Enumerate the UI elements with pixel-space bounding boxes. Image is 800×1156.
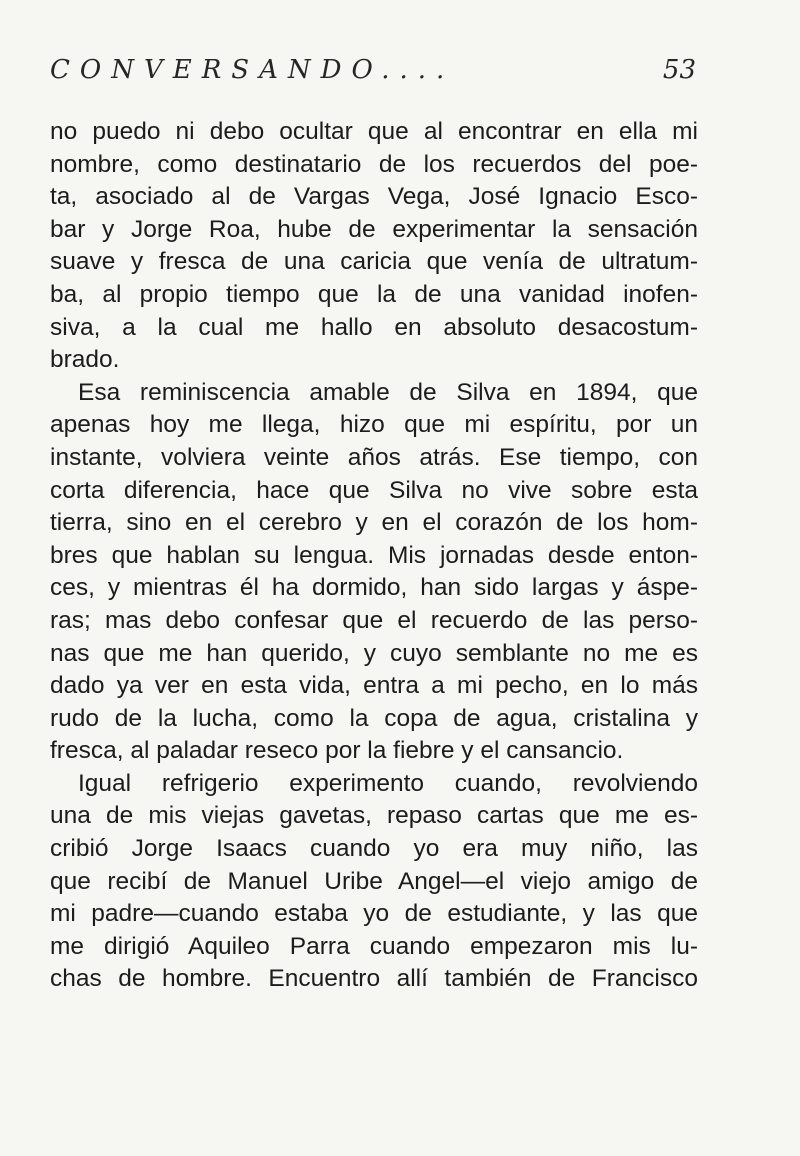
- text-line: suave y fresca de una caricia que venía de ultratum-: [50, 248, 698, 276]
- text-line: bres que hablan su lengua. Mis jornadas desde enton-: [50, 541, 698, 569]
- body-text: [50, 116, 698, 996]
- text-line: apenas hoy me llega, hizo que mi espíritu, por un: [50, 411, 698, 439]
- text-line: tierra, sino en el cerebro y en el corazón de los hom-: [50, 509, 698, 537]
- text-line: instante, volviera veinte años atrás. Ese tiempo, con: [50, 443, 698, 471]
- text-line: nombre, como destinatario de los recuerdos del poe-: [50, 150, 698, 178]
- text-line: me dirigió Aquileo Parra cuando empezaron mis lu-: [50, 932, 698, 960]
- text-line: mi padre—cuando estaba yo de estudiante, y las que: [50, 900, 698, 928]
- text-line: corta diferencia, hace que Silva no vive sobre esta: [50, 476, 698, 504]
- text-line: cribió Jorge Isaacs cuando yo era muy niño, las: [50, 835, 698, 863]
- running-head: [50, 55, 696, 95]
- running-title: CONVERSANDO....: [50, 55, 455, 85]
- text-line: bar y Jorge Roa, hube de experimentar la sensación: [50, 215, 698, 243]
- text-line: siva, a la cual me hallo en absoluto desacostum-: [50, 313, 698, 341]
- text-line: ras; mas debo confesar que el recuerdo de las perso-: [50, 606, 698, 634]
- text-line: ta, asociado al de Vargas Vega, José Ignacio Esco-: [50, 183, 698, 211]
- text-line: fresca, al paladar reseco por la fiebre y el cansancio.: [50, 737, 624, 765]
- text-line: Igual refrigerio experimento cuando, revolviendo: [78, 769, 698, 797]
- text-line: Esa reminiscencia amable de Silva en 1894, que: [78, 378, 698, 406]
- text-line: ba, al propio tiempo que la de una vanidad inofen-: [50, 280, 698, 308]
- page-number: 53: [662, 55, 696, 85]
- text-line: una de mis viejas gavetas, repaso cartas que me es-: [50, 802, 698, 830]
- text-line: que recibí de Manuel Uribe Angel—el viejo amigo de: [50, 867, 698, 895]
- text-line: dado ya ver en esta vida, entra a mi pecho, en lo más: [50, 672, 698, 700]
- text-line: nas que me han querido, y cuyo semblante no me es: [50, 639, 698, 667]
- text-line: no puedo ni debo ocultar que al encontrar en ella mi: [50, 118, 698, 145]
- text-line: brado.: [50, 346, 120, 374]
- text-line: chas de hombre. Encuentro allí también de Francisco: [50, 965, 698, 993]
- text-line: rudo de la lucha, como la copa de agua, cristalina y: [50, 704, 698, 732]
- text-line: ces, y mientras él ha dormido, han sido largas y áspe-: [50, 574, 698, 602]
